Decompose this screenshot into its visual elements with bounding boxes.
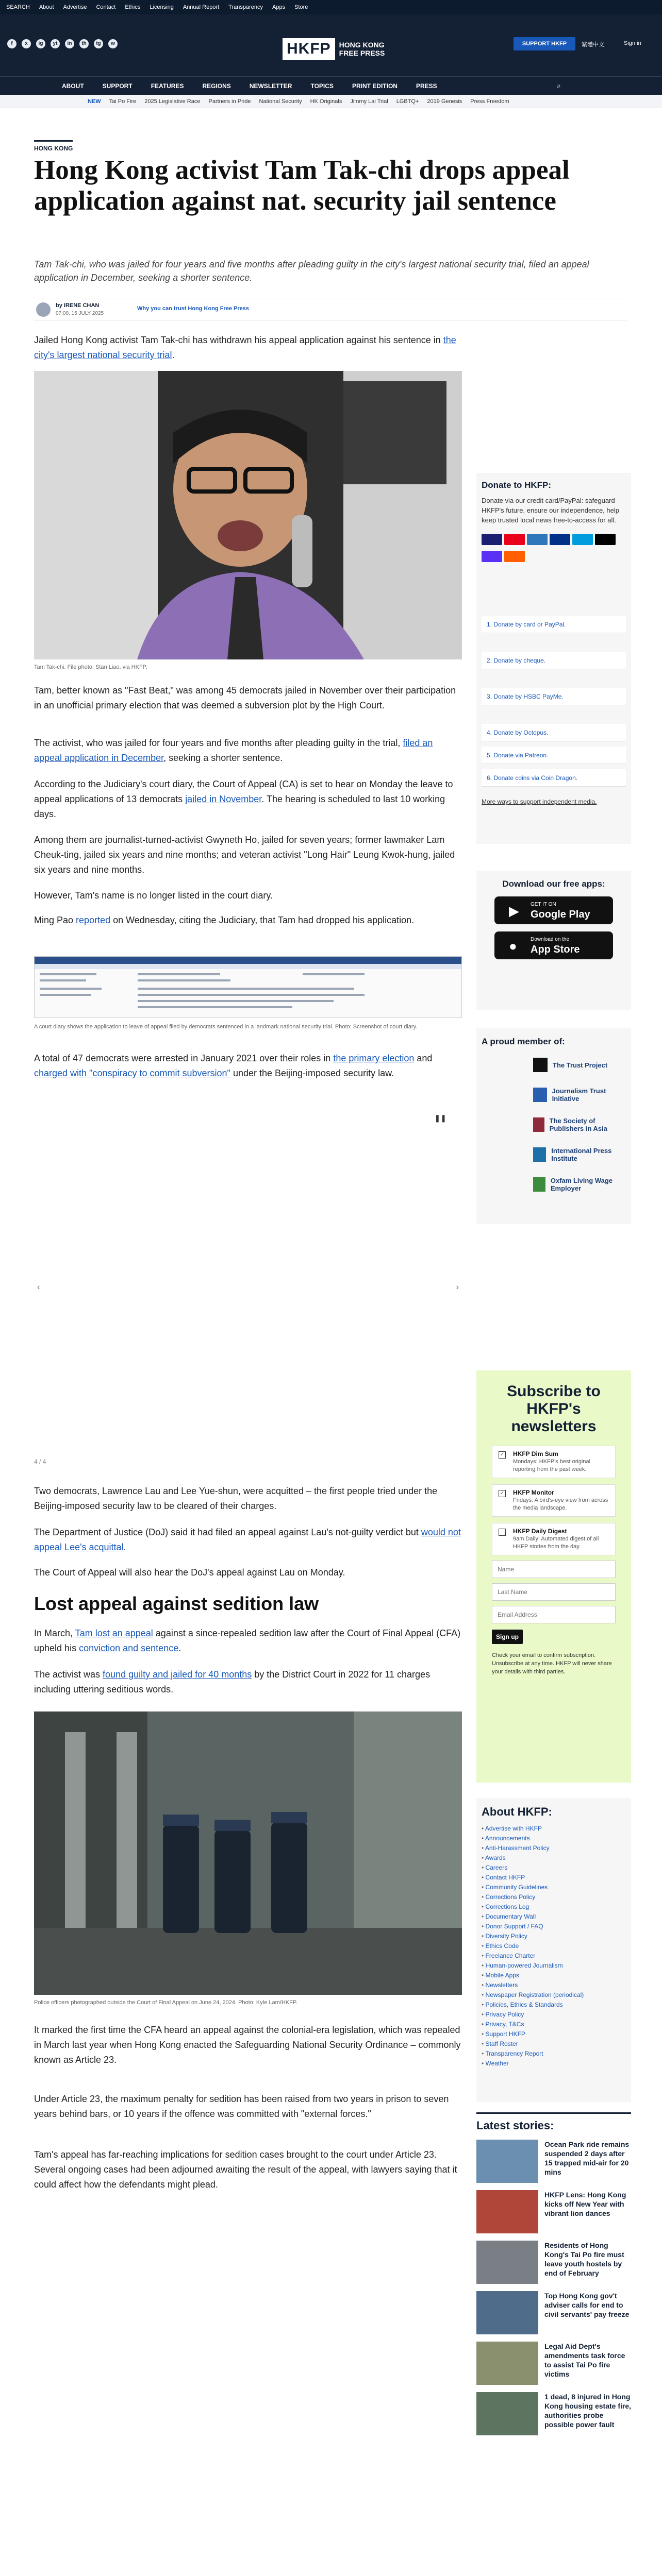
trending-item[interactable]: National Security bbox=[259, 98, 302, 105]
sidebar-latest-stories bbox=[476, 2112, 631, 2473]
paragraph: Jailed Hong Kong activist Tam Tak-chi has withdrawn his appeal application against his sentence in the city's largest national security trial. bbox=[34, 335, 456, 360]
logo-text bbox=[339, 41, 385, 57]
link-jailed-november[interactable]: jailed in November bbox=[185, 794, 262, 804]
payment-logos bbox=[476, 525, 631, 566]
story-thumbnail bbox=[476, 2342, 538, 2385]
latest-story[interactable]: Residents of Hong Kong's Tai Po fire must leave youth hostels by end of February bbox=[476, 2241, 631, 2284]
link-conviction-sentence[interactable]: conviction and sentence bbox=[79, 1643, 179, 1653]
trending-item[interactable]: Press Freedom bbox=[470, 98, 509, 105]
site-logo[interactable] bbox=[283, 38, 385, 60]
story-thumbnail bbox=[476, 2140, 538, 2183]
site-header bbox=[0, 14, 662, 76]
about-link[interactable]: • Policies, Ethics & Standards bbox=[482, 2000, 631, 2010]
about-link[interactable]: • Transparency Report bbox=[482, 2049, 631, 2059]
paragraph: The Department of Justice (DoJ) said it had filed an appeal against Lau's not-guilty verdict but would not appeal Lee's acquittal. bbox=[34, 1527, 461, 1552]
trending-item[interactable]: LGBTQ+ bbox=[396, 98, 419, 105]
about-title: About HKFP: bbox=[482, 1805, 552, 1818]
mastercard-icon bbox=[504, 534, 525, 545]
about-link[interactable]: • Community Guidelines bbox=[482, 1883, 631, 1892]
about-link[interactable]: • Announcements bbox=[482, 1834, 631, 1843]
youtube-icon[interactable]: yt bbox=[51, 39, 60, 48]
donate-option[interactable]: 3. Donate by HSBC PayMe. bbox=[482, 688, 626, 705]
paragraph: The activist, who was jailed for four years and five months after pleading guilty in the trial, filed an appeal application in December, seeking a shorter sentence. bbox=[34, 738, 433, 763]
trending-item[interactable]: Jimmy Lai Trial bbox=[350, 98, 388, 105]
trending-item[interactable]: Tai Po Fire bbox=[109, 98, 137, 105]
trending-item[interactable]: HK Originals bbox=[310, 98, 342, 105]
sopa-logo bbox=[533, 1117, 544, 1132]
top-link-transparency[interactable]: Transparency bbox=[228, 4, 263, 10]
newsletter-options bbox=[476, 1446, 631, 1555]
nav-about[interactable]: ABOUT bbox=[62, 82, 84, 90]
about-link[interactable]: • Privacy, T&Cs bbox=[482, 2020, 631, 2029]
checkbox[interactable]: ✓ bbox=[499, 1490, 506, 1497]
top-link-annual-report[interactable]: Annual Report bbox=[183, 4, 220, 10]
top-link-search[interactable]: SEARCH bbox=[6, 4, 30, 10]
link-ming-pao-report[interactable]: reported bbox=[76, 915, 111, 925]
link-not-appeal-acquittal[interactable]: would not appeal Lee's acquittal bbox=[34, 1527, 461, 1552]
member-trust-project[interactable]: The Trust Project bbox=[476, 1050, 631, 1080]
link-primary-election[interactable]: the primary election bbox=[333, 1053, 415, 1063]
main-nav bbox=[0, 76, 662, 95]
donate-option[interactable]: 6. Donate coins via Coin Dragon. bbox=[482, 769, 626, 787]
top-link-advertise[interactable]: Advertise bbox=[63, 4, 87, 10]
jti-logo bbox=[533, 1088, 547, 1102]
member-ipi[interactable]: International Press Institute bbox=[476, 1140, 631, 1170]
sidebar-apps-box bbox=[476, 871, 631, 1010]
about-link[interactable]: • Corrections Log bbox=[482, 1902, 631, 1912]
apple-icon: ● bbox=[509, 938, 517, 954]
about-link[interactable]: • Awards bbox=[482, 1853, 631, 1863]
top-link-store[interactable]: Store bbox=[294, 4, 308, 10]
paragraph: Tam's appeal has far-reaching implications for sedition cases brought to the court under Article 23. Several ongoing cases had been adjourned awaiting the result of the appeal, with lawyers saying that it could affect how the defendants might plead. bbox=[34, 2149, 457, 2190]
paragraph: Two democrats, Lawrence Lau and Lee Yue-shun, were acquitted – the first people tried under the Beijing-imposed security law to be cleared of their charges. bbox=[34, 1486, 438, 1511]
top-link-about[interactable]: About bbox=[39, 4, 54, 10]
latest-title: Latest stories: bbox=[476, 2112, 631, 2140]
nav-print-edition[interactable]: PRINT EDITION bbox=[352, 82, 398, 90]
paragraph: Under Article 23, the maximum penalty for sedition has been raised from two years in prison to seven years behind bars, or 10 years if the offence was committed with "external forces." bbox=[34, 2094, 449, 2119]
video-slider bbox=[34, 1108, 462, 1468]
author-name[interactable]: by IRENE CHAN bbox=[56, 302, 100, 309]
search-icon[interactable]: ⌕ bbox=[557, 81, 561, 90]
latest-story[interactable]: 1 dead, 8 injured in Hong Kong housing estate fire, authorities probe possible power fault bbox=[476, 2392, 631, 2435]
slider-counter: 4 / 4 bbox=[34, 1458, 46, 1465]
member-title: A proud member of: bbox=[482, 1037, 565, 1046]
about-link[interactable]: • Human-powered Journalism bbox=[482, 1961, 631, 1971]
checkbox[interactable]: ✓ bbox=[499, 1451, 506, 1459]
newsletter-heading bbox=[476, 1370, 631, 1435]
link-found-guilty[interactable]: found guilty and jailed for 40 months bbox=[103, 1669, 252, 1680]
about-links-list bbox=[476, 1824, 631, 2069]
sidebar-about-box bbox=[476, 1798, 631, 2102]
language-switch[interactable]: 繁體中文 bbox=[582, 42, 604, 48]
author-avatar bbox=[36, 302, 51, 317]
trending-item[interactable]: Partners in Pride bbox=[208, 98, 251, 105]
trending-label: NEW bbox=[88, 98, 101, 105]
link-appeal-application[interactable]: filed an appeal application in December bbox=[34, 738, 433, 763]
byline bbox=[34, 298, 627, 320]
applepay-icon bbox=[595, 534, 616, 545]
latest-story[interactable]: Legal Aid Dept's amendments task force to assist Tai Po fire victims bbox=[476, 2342, 631, 2385]
about-link[interactable]: • Corrections Policy bbox=[482, 1892, 631, 1902]
social-icons bbox=[7, 39, 118, 48]
sign-up-button[interactable]: Sign up bbox=[492, 1630, 523, 1644]
member-oxfam[interactable]: Oxfam Living Wage Employer bbox=[476, 1170, 631, 1199]
google-play-icon: ▶ bbox=[509, 903, 519, 919]
why-trust-link[interactable]: Why you can trust Hong Kong Free Press bbox=[137, 306, 249, 312]
about-link[interactable]: • Donor Support / FAQ bbox=[482, 1922, 631, 1931]
court-diary-caption: A court diary shows the application to leave of appeal filed by democrats sentenced in a landmark national security trial. Photo: Screenshot of court diary. bbox=[34, 1024, 418, 1030]
photo-court-of-final-appeal bbox=[34, 1711, 462, 1995]
linkedin-icon[interactable]: in bbox=[65, 39, 74, 48]
latest-story[interactable]: HKFP Lens: Hong Kong kicks off New Year with vibrant lion dances bbox=[476, 2190, 631, 2233]
nav-newsletter[interactable]: NEWSLETTER bbox=[249, 82, 292, 90]
more-ways-link[interactable]: More ways to support independent media. bbox=[482, 798, 597, 805]
article-title: Hong Kong activist Tam Tak-chi drops appeal application against nat. security jail sentence bbox=[34, 155, 570, 216]
sidebar-newsletter-box bbox=[476, 1370, 631, 1783]
about-link[interactable]: • Weather bbox=[482, 2059, 631, 2069]
paragraph: Ming Pao reported on Wednesday, citing the Judiciary, that Tam had dropped his application. bbox=[34, 915, 415, 925]
link-conspiracy-charge[interactable]: charged with "conspiracy to commit subversion" bbox=[34, 1068, 230, 1078]
email-input[interactable] bbox=[492, 1606, 616, 1623]
about-link[interactable]: • Mobile Apps bbox=[482, 1971, 631, 1980]
latest-story[interactable]: Top Hong Kong gov't adviser calls for end to civil servants' pay freeze bbox=[476, 2291, 631, 2334]
photo-illustration bbox=[34, 371, 462, 659]
logo-line-2: FREE PRESS bbox=[339, 49, 385, 57]
nav-regions[interactable]: REGIONS bbox=[202, 82, 231, 90]
paragraph: The Court of Appeal will also hear the DoJ's appeal against Lau on Monday. bbox=[34, 1567, 345, 1578]
sidebar-donate-box bbox=[476, 473, 631, 844]
last-name-input[interactable] bbox=[492, 1583, 616, 1601]
about-link[interactable]: • Documentary Wall bbox=[482, 1912, 631, 1922]
link-largest-trial[interactable]: the city's largest national security trial bbox=[34, 335, 456, 360]
payme-icon bbox=[572, 534, 593, 545]
about-link[interactable]: • Ethics Code bbox=[482, 1941, 631, 1951]
story-thumbnail bbox=[476, 2392, 538, 2435]
whatsapp-icon[interactable]: w bbox=[108, 39, 118, 48]
newsletter-title: Subscribe to HKFP's newsletters bbox=[507, 1383, 601, 1435]
apps-title: Download our free apps: bbox=[502, 879, 605, 889]
threads-icon[interactable]: th bbox=[79, 39, 89, 48]
paragraph: The activist was found guilty and jailed for 40 months by the District Court in 2022 for 11 charges including uttering seditious words. bbox=[34, 1669, 431, 1694]
newsletter-option[interactable]: ✓ HKFP Dim Sum Mondays: HKFP's best original reporting from the past week. bbox=[492, 1446, 616, 1478]
trending-item[interactable]: 2019 Genesis bbox=[427, 98, 462, 105]
donation-options bbox=[482, 616, 626, 787]
telegram-icon[interactable]: tg bbox=[94, 39, 103, 48]
newsletter-option[interactable]: ✓ HKFP Monitor Fridays: A bird's-eye view from across the media landscape. bbox=[492, 1484, 616, 1517]
paypal-icon bbox=[550, 534, 570, 545]
instagram-icon[interactable]: ig bbox=[36, 39, 45, 48]
logo-mark: HKFP bbox=[283, 38, 335, 60]
about-link[interactable]: • Support HKFP bbox=[482, 2029, 631, 2039]
story-thumbnail bbox=[476, 2190, 538, 2233]
nav-topics[interactable]: TOPICS bbox=[310, 82, 334, 90]
about-link[interactable]: • Careers bbox=[482, 1863, 631, 1873]
top-link-contact[interactable]: Contact bbox=[96, 4, 116, 10]
about-link[interactable]: • Newspaper Registration (periodical) bbox=[482, 1990, 631, 2000]
stripe-icon bbox=[482, 551, 502, 562]
x-icon[interactable]: x bbox=[22, 39, 31, 48]
about-link[interactable]: • Staff Roster bbox=[482, 2039, 631, 2049]
donate-option[interactable]: 1. Donate by card or PayPal. bbox=[482, 616, 626, 633]
support-hkfp-button[interactable]: SUPPORT HKFP bbox=[514, 37, 575, 50]
photo-caption: Police officers photographed outside the Court of Final Appeal on June 24, 2024. Photo: Kyle Lam/HKFP. bbox=[34, 1999, 297, 2006]
court-diary-screenshot bbox=[34, 956, 462, 1018]
app-store-badge[interactable]: ● Download on the App Store bbox=[494, 931, 613, 959]
top-link-apps[interactable]: Apps bbox=[272, 4, 286, 10]
top-utility-bar bbox=[0, 0, 662, 14]
top-link-ethics[interactable]: Ethics bbox=[125, 4, 141, 10]
paragraph: A total of 47 democrats were arrested in January 2021 over their roles in the primary election and charged with "conspiracy to commit subversion" under the Beijing-imposed security law. bbox=[34, 1053, 433, 1078]
ipi-logo bbox=[533, 1147, 546, 1162]
facebook-icon[interactable]: f bbox=[7, 39, 16, 48]
court-diary-table bbox=[35, 957, 462, 1018]
slider-next-icon[interactable]: › bbox=[456, 1283, 459, 1292]
amex-icon bbox=[527, 534, 548, 545]
sign-in-link[interactable]: Sign in bbox=[624, 40, 641, 46]
paragraph: In March, Tam lost an appeal against a since-repealed sedition law after the Court of Final Appeal (CFA) upheld his conviction and sentence. bbox=[34, 1628, 461, 1653]
member-jti[interactable]: Journalism Trust Initiative bbox=[476, 1080, 631, 1110]
about-link[interactable]: • Advertise with HKFP bbox=[482, 1824, 631, 1834]
oxfam-logo bbox=[533, 1177, 545, 1192]
slider-prev-icon[interactable]: ‹ bbox=[37, 1283, 40, 1292]
trending-item[interactable]: 2025 Legislative Race bbox=[144, 98, 201, 105]
about-link[interactable]: • Anti-Harassment Policy bbox=[482, 1843, 631, 1853]
article-standfirst: Tam Tak-chi, who was jailed for four years and five months after pleading guilty in the city's largest national security trial, filed an appeal application in December, seeking a shorter sentence. bbox=[34, 259, 589, 283]
sidebar-donate-text: Donate via our credit card/PayPal: safeguard HKFP's future, ensure our independence, help keep trusted local news free-to-access for all. bbox=[482, 497, 619, 524]
link-tam-lost-appeal[interactable]: Tam lost an appeal bbox=[75, 1628, 153, 1638]
about-link[interactable]: • Diversity Policy bbox=[482, 1931, 631, 1941]
latest-story[interactable]: Ocean Park ride remains suspended 2 days after 15 trapped mid-air for 20 mins bbox=[476, 2140, 631, 2183]
paragraph: According to the Judiciary's court diary, the Court of Appeal (CA) is set to hear on Monday the leave to appeal applications of 13 democrats jailed in November. The hearing is scheduled to last 10 working days. bbox=[34, 779, 453, 819]
about-link[interactable]: • Newsletters bbox=[482, 1980, 631, 1990]
story-thumbnail bbox=[476, 2291, 538, 2334]
sidebar-members-box bbox=[476, 1028, 631, 1224]
pause-icon[interactable]: ❚❚ bbox=[434, 1114, 446, 1122]
donate-option[interactable]: 5. Donate via Patreon. bbox=[482, 747, 626, 764]
newsletter-option[interactable]: HKFP Daily Digest 9am Daily: Automated digest of all HKFP stories from the day. bbox=[492, 1523, 616, 1555]
top-link-licensing[interactable]: Licensing bbox=[150, 4, 174, 10]
donate-option[interactable]: 4. Donate by Octopus. bbox=[482, 724, 626, 741]
photo-tam-tak-chi bbox=[34, 371, 462, 659]
trust-project-logo bbox=[533, 1058, 548, 1072]
publish-date: 07:00, 15 JULY 2025 bbox=[56, 311, 104, 316]
paragraph: It marked the first time the CFA heard an appeal against the colonial-era legislation, which was repealed in March last year when Hong Kong enacted the Safeguarding National Security Ordinance – commonly known as Article 23. bbox=[34, 2025, 461, 2065]
checkbox[interactable] bbox=[499, 1529, 506, 1536]
trending-bar bbox=[0, 95, 662, 108]
about-link[interactable]: • Contact HKFP bbox=[482, 1873, 631, 1883]
paragraph: However, Tam's name is no longer listed in the court diary. bbox=[34, 890, 273, 901]
story-thumbnail bbox=[476, 2241, 538, 2284]
donate-option[interactable]: 2. Donate by cheque. bbox=[482, 652, 626, 669]
nav-press[interactable]: PRESS bbox=[416, 82, 437, 90]
visa-icon bbox=[482, 534, 502, 545]
google-play-badge[interactable]: ▶ GET IT ON Google Play bbox=[494, 896, 613, 924]
nav-support[interactable]: SUPPORT bbox=[102, 82, 133, 90]
nav-features[interactable]: FEATURES bbox=[151, 82, 184, 90]
about-link[interactable]: • Privacy Policy bbox=[482, 2010, 631, 2020]
section-heading: Lost appeal against sedition law bbox=[34, 1593, 319, 1614]
sidebar-donate-title: Donate to HKFP: bbox=[482, 480, 552, 490]
newsletter-consent: Check your email to confirm subscription. Unsubscribe at any time. HKFP will never share your details with third parties. bbox=[492, 1652, 612, 1675]
photo-caption: Tam Tak-chi. File photo: Stan Liao, via HKFP. bbox=[34, 664, 147, 670]
paragraph: Tam, better known as "Fast Beat," was among 45 democrats jailed in November over their participation in an unofficial primary election that was deemed a subversion plot by the High Court. bbox=[34, 685, 456, 710]
photo-illustration bbox=[34, 1711, 462, 1995]
about-link[interactable]: • Freelance Charter bbox=[482, 1951, 631, 1961]
paragraph: Among them are journalist-turned-activist Gwyneth Ho, jailed for seven years; former lawmaker Lam Cheuk-ting, jailed six years and nine months; and veteran activist "Long Hair" Leung Kwok-hung, jailed six years and nine months. bbox=[34, 835, 455, 875]
member-sopa[interactable]: The Society of Publishers in Asia bbox=[476, 1110, 631, 1140]
unionpay-icon bbox=[504, 551, 525, 562]
logo-line-1: HONG KONG bbox=[339, 41, 385, 49]
article-kicker[interactable]: HONG KONG bbox=[34, 140, 73, 152]
first-name-input[interactable] bbox=[492, 1561, 616, 1578]
